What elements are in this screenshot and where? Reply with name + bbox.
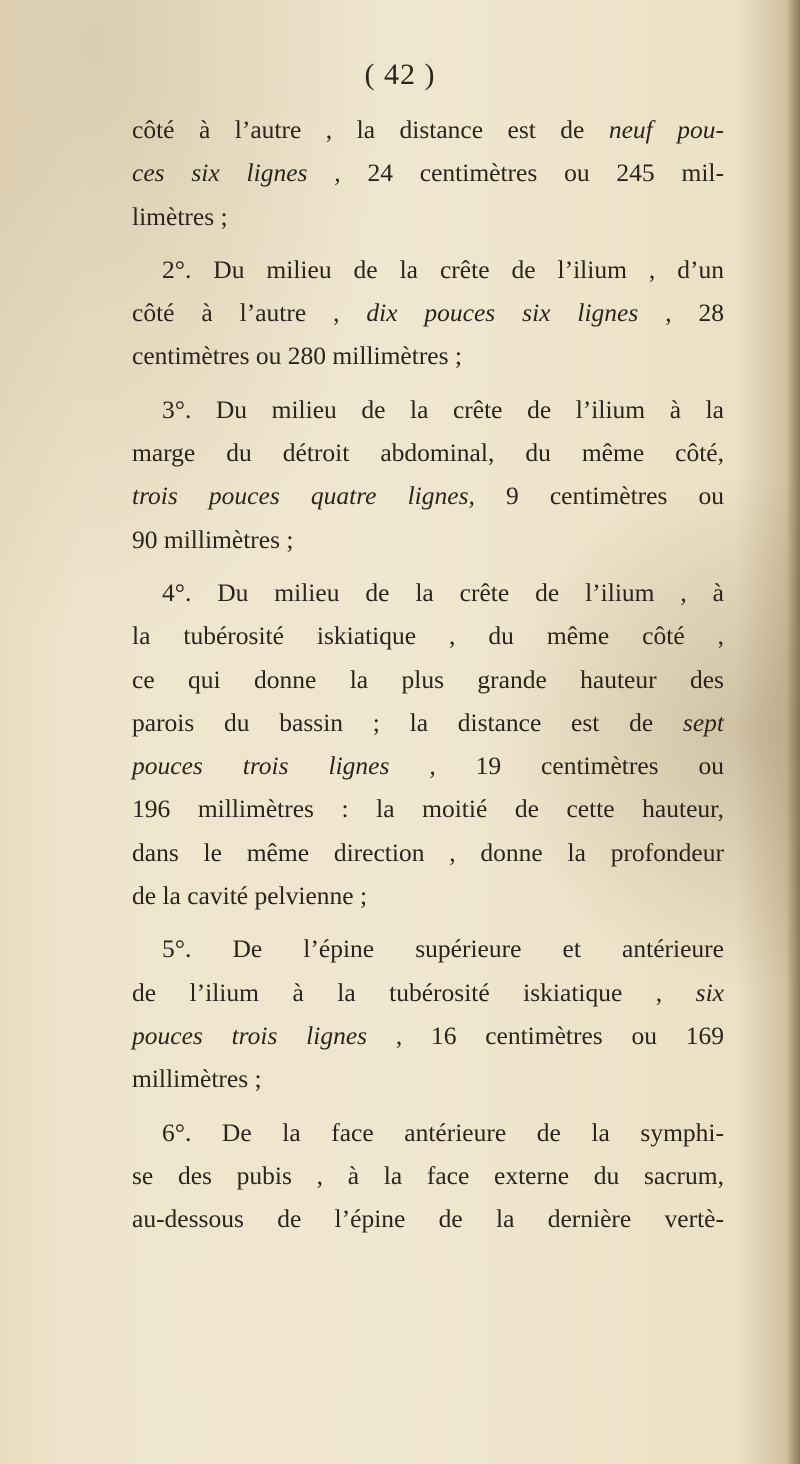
text-segment: 19 centimètres ou — [435, 751, 725, 781]
text-segment: 3°. Du milieu de la crête de l’ilium à la — [162, 394, 724, 424]
text-line — [132, 658, 724, 701]
text-segment: 24 centimètres ou 245 mil- — [340, 158, 724, 188]
text-line — [132, 108, 724, 151]
text-line — [132, 431, 724, 474]
text-segment: parois du bassin ; la distance est de — [132, 707, 683, 737]
text-line — [132, 831, 724, 874]
text-segment: de l’ilium à la tubérosité iskiatique , — [132, 977, 696, 1007]
text-line — [132, 388, 724, 431]
text-line — [132, 518, 724, 561]
text-line — [132, 1197, 724, 1240]
text-segment: , 28 — [638, 298, 725, 328]
page-edge-shadow — [786, 0, 800, 1464]
text-line — [132, 291, 724, 334]
italic-text: dix pouces six lignes — [366, 298, 639, 328]
text-segment: 5°. De l’épine supérieure et antérieure — [162, 934, 724, 964]
paragraph-gap — [132, 917, 724, 927]
text-segment: 9 centimètres ou — [474, 481, 725, 511]
italic-text: ces six lignes , — [132, 158, 341, 188]
text-segment: ce qui donne la plus grande hauteur des — [132, 664, 724, 694]
text-segment: de la cavité pelvienne ; — [132, 881, 368, 911]
text-segment: se des pubis , à la face externe du sacrum, — [132, 1160, 724, 1190]
text-segment: limètres ; — [132, 201, 228, 231]
text-line — [132, 614, 724, 657]
text-segment: millimètres ; — [132, 1064, 262, 1094]
italic-text: sept — [682, 707, 724, 737]
text-segment: 90 millimètres ; — [132, 524, 294, 554]
text-line — [132, 1154, 724, 1197]
text-line — [132, 701, 724, 744]
text-segment: dans le même direction , donne la profondeur — [132, 837, 724, 867]
text-segment: 196 millimètres : la moitié de cette hauteur, — [132, 794, 724, 824]
body-text — [132, 108, 724, 1240]
text-line — [132, 927, 724, 970]
italic-text: pouces trois lignes — [132, 1020, 368, 1050]
text-segment: marge du détroit abdominal, du même côté, — [132, 438, 724, 468]
text-line — [132, 571, 724, 614]
text-line — [132, 874, 724, 917]
text-segment: centimètres ou 280 millimètres ; — [132, 341, 463, 371]
text-segment: la tubérosité iskiatique , du même côté , — [132, 621, 724, 651]
text-line — [132, 474, 724, 517]
text-segment: 6°. De la face antérieure de la symphi- — [162, 1117, 724, 1147]
paragraph-gap — [132, 378, 724, 388]
text-line — [132, 195, 724, 238]
text-line — [132, 1057, 724, 1100]
paragraph-gap — [132, 561, 724, 571]
text-line — [132, 1014, 724, 1057]
text-segment: 4°. Du milieu de la crête de l’ilium , à — [162, 577, 724, 607]
page-number: ( 42 ) — [364, 58, 436, 91]
text-segment: 2°. Du milieu de la crête de l’ilium , d’un — [162, 254, 724, 284]
text-line — [132, 787, 724, 830]
text-line — [132, 971, 724, 1014]
text-line — [132, 334, 724, 377]
italic-text: neuf pou- — [608, 115, 724, 144]
text-segment: au-dessous de l’épine de la dernière vertè- — [132, 1204, 724, 1234]
text-segment: côté à l’autre , la distance est de — [132, 115, 609, 144]
italic-text: six — [695, 977, 724, 1007]
text-line — [132, 1111, 724, 1154]
paragraph-gap — [132, 238, 724, 248]
text-line — [132, 248, 724, 291]
text-segment: , 16 centimètres ou 169 — [367, 1020, 724, 1050]
italic-text: trois pouces quatre lignes, — [132, 481, 475, 511]
text-line — [132, 151, 724, 194]
paragraph-gap — [132, 1101, 724, 1111]
text-segment: côté à l’autre , — [132, 298, 367, 328]
text-line — [132, 744, 724, 787]
italic-text: pouces trois lignes , — [132, 751, 436, 781]
